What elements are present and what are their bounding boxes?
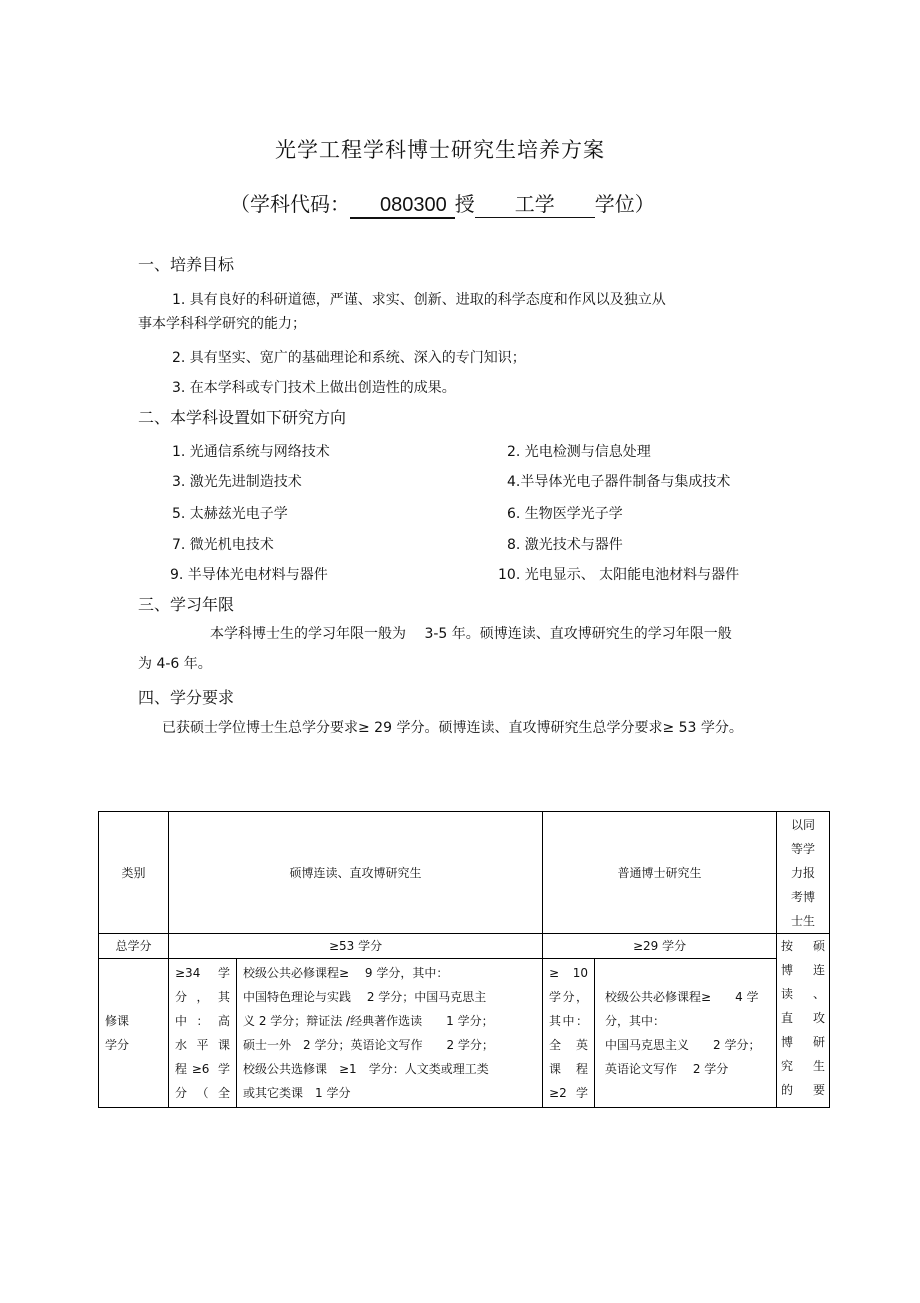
summary-line: 中 ： 高 (175, 1014, 230, 1028)
summary-line: 学分， (549, 990, 589, 1004)
header-equiv-line: 士生 (791, 913, 816, 928)
course-label-line: 修课 (105, 1014, 130, 1028)
summary-line: 水 平 课 (175, 1038, 230, 1052)
header-equiv-line: 考博 (791, 889, 816, 904)
detail-line: 分，其中： (605, 1014, 666, 1028)
header-combined-program: 硕博连读、直攻博研究生 (169, 812, 543, 934)
summary-line: 程≥6 学 (175, 1062, 230, 1076)
total-credits-label: 总学分 (99, 934, 169, 959)
duration-line-2: 为 4-6 年。 (138, 656, 212, 672)
goal-item-2: 2. 具有坚实、宽广的基础理论和系统、深入的专门知识； (172, 350, 526, 366)
combined-course-detail (237, 959, 543, 1108)
course-credits-label (99, 959, 169, 1108)
duration-line-1: 本学科博士生的学习年限一般为 3-5 年。硕博连读、直攻博研究生的学习年限一般 (210, 626, 732, 642)
equiv-note-line: 博 研 (781, 1035, 826, 1049)
equiv-note-line: 究 生 (781, 1059, 826, 1073)
direction-item: 4.半导体光电子器件制备与集成技术 (507, 474, 731, 490)
combined-course-summary (169, 959, 237, 1108)
equiv-note-line: 直 攻 (781, 1011, 826, 1025)
direction-item: 5. 太赫兹光电子学 (172, 506, 288, 522)
direction-item: 8. 激光技术与器件 (507, 537, 623, 553)
section-heading-directions: 二、本学科设置如下研究方向 (138, 408, 347, 427)
table-row-total (99, 934, 830, 959)
equiv-note-line: 读 、 (781, 987, 826, 1001)
equiv-note-line: 的 要 (781, 1083, 826, 1097)
equivalent-notes (777, 934, 830, 1108)
total-regular: ≥29 学分 (543, 934, 777, 959)
header-category: 类别 (99, 812, 169, 934)
summary-line: 其中： (549, 1014, 589, 1028)
goal-item-1-line2: 事本学科科学研究的能力； (138, 316, 306, 332)
detail-line: 校级公共必修课程≥ 4 学 (605, 990, 759, 1004)
direction-item: 3. 激光先进制造技术 (172, 474, 302, 490)
summary-line: 课 程 (549, 1062, 589, 1076)
equiv-note-line: 博 连 (781, 963, 826, 977)
degree-suffix: 学位） (594, 192, 655, 216)
summary-line: ≥34 学 (175, 966, 230, 980)
document-title: 光学工程学科博士研究生培养方案 (275, 138, 605, 162)
summary-line: 分 ， 其 (175, 990, 230, 1004)
direction-item: 10. 光电显示、 太阳能电池材料与器件 (498, 567, 740, 583)
credit-table (98, 811, 830, 1108)
header-regular-program: 普通博士研究生 (543, 812, 777, 934)
summary-line: 全 英 (549, 1038, 589, 1052)
header-equivalent-applicants (777, 812, 830, 934)
detail-line: 或其它类课 1 学分 (243, 1086, 351, 1100)
table-row-course-credits (99, 959, 830, 1108)
direction-item: 1. 光通信系统与网络技术 (172, 444, 330, 460)
header-equiv-line: 力报 (791, 865, 816, 880)
course-label-line: 学分 (105, 1038, 130, 1052)
detail-line: 英语论文写作 2 学分 (605, 1062, 729, 1076)
total-combined: ≥53 学分 (169, 934, 543, 959)
goal-item-1-line1: 1. 具有良好的科研道德，严谨、求实、创新、进取的科学态度和作风以及独立从 (172, 292, 666, 308)
section-heading-duration: 三、学习年限 (138, 595, 235, 614)
section-heading-goals: 一、培养目标 (138, 255, 235, 274)
detail-line: 义 2 学分；辩证法 /经典著作选读 1 学分； (243, 1014, 494, 1028)
regular-course-summary (543, 959, 595, 1108)
regular-course-detail (595, 959, 777, 1108)
table-header-row (99, 812, 830, 934)
summary-line: ≥2 学 (549, 1086, 589, 1100)
detail-line: 中国马克思主义 2 学分； (605, 1038, 761, 1052)
equiv-note-line: 按 硕 (781, 939, 826, 953)
detail-line: 校级公共必修课程≥ 9 学分，其中： (243, 966, 449, 980)
subject-code-line (230, 188, 655, 219)
degree-name: 工学 (475, 188, 595, 218)
subject-code: 080300 (350, 194, 455, 219)
direction-item: 2. 光电检测与信息处理 (507, 444, 651, 460)
credit-requirement-line: 已获硕士学位博士生总学分要求≥ 29 学分。硕博连读、直攻博研究生总学分要求≥ 53 学分。 (162, 720, 743, 736)
direction-item: 7. 微光机电技术 (172, 537, 274, 553)
header-equiv-line: 以同 (791, 817, 816, 832)
detail-line: 硕士一外 2 学分；英语论文写作 2 学分； (243, 1038, 494, 1052)
summary-line: ≥ 10 (549, 966, 589, 980)
header-equiv-line: 等学 (791, 841, 816, 856)
subject-code-prefix: （学科代码： (230, 192, 350, 216)
detail-line: 中国特色理论与实践 2 学分；中国马克思主 (243, 990, 487, 1004)
summary-line: 分 （ 全 (175, 1086, 230, 1100)
detail-line (605, 961, 770, 985)
section-heading-credits: 四、学分要求 (138, 688, 235, 707)
award-label: 授 (454, 192, 475, 216)
direction-item: 9. 半导体光电材料与器件 (170, 567, 328, 583)
direction-item: 6. 生物医学光子学 (507, 506, 623, 522)
goal-item-3: 3. 在本学科或专门技术上做出创造性的成果。 (172, 380, 456, 396)
detail-line: 校级公共选修课 ≥1 学分：人文类或理工类 (243, 1062, 489, 1076)
